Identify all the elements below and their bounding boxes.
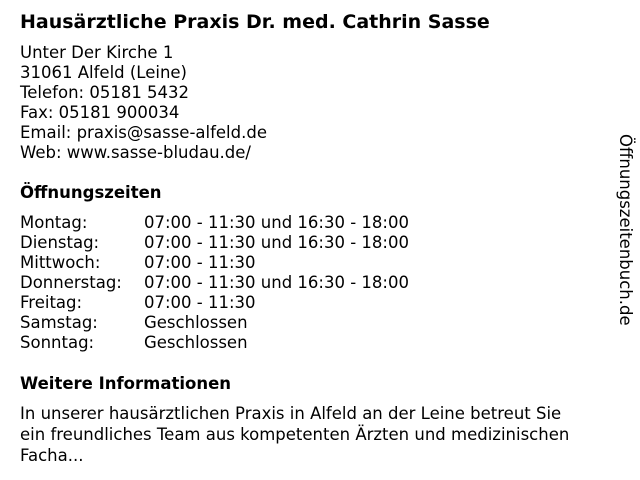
- web-line: Web: www.sasse-bludau.de/: [20, 143, 251, 162]
- address-street: Unter Der Kirche 1: [20, 43, 174, 62]
- address-city: 31061 Alfeld (Leine): [20, 63, 187, 82]
- page-title: Hausärztliche Praxis Dr. med. Cathrin Sasse: [20, 11, 490, 33]
- day-hours: Geschlossen: [144, 333, 248, 352]
- more-info-heading: Weitere Informationen: [20, 374, 232, 393]
- hours-row-friday: [20, 293, 490, 313]
- hours-row-monday: [20, 213, 490, 233]
- day-label: Freitag:: [20, 293, 83, 312]
- opening-hours-heading: Öffnungszeiten: [20, 183, 162, 202]
- fax-line: Fax: 05181 900034: [20, 103, 180, 122]
- day-label: Montag:: [20, 213, 88, 232]
- day-hours: 07:00 - 11:30 und 16:30 - 18:00: [144, 213, 409, 232]
- day-hours: Geschlossen: [144, 313, 248, 332]
- day-label: Mittwoch:: [20, 253, 101, 272]
- day-hours: 07:00 - 11:30 und 16:30 - 18:00: [144, 273, 409, 292]
- hours-row-tuesday: [20, 233, 490, 253]
- opening-hours-table: [20, 213, 490, 353]
- day-hours: 07:00 - 11:30: [144, 293, 256, 312]
- email-line: Email: praxis@sasse-alfeld.de: [20, 123, 267, 142]
- day-hours: 07:00 - 11:30: [144, 253, 256, 272]
- phone-line: Telefon: 05181 5432: [20, 83, 190, 102]
- hours-row-thursday: [20, 273, 490, 293]
- contact-block: [20, 43, 267, 163]
- hours-row-wednesday: [20, 253, 490, 273]
- day-label: Sonntag:: [20, 333, 95, 352]
- day-label: Samstag:: [20, 313, 98, 332]
- hours-row-sunday: [20, 333, 490, 353]
- day-label: Dienstag:: [20, 233, 100, 252]
- day-label: Donnerstag:: [20, 273, 122, 292]
- watermark-text: Öffnungszeitenbuch.de: [616, 134, 635, 326]
- day-hours: 07:00 - 11:30 und 16:30 - 18:00: [144, 233, 409, 252]
- more-info-text: In unserer hausärztlichen Praxis in Alfeld an der Leine betreut Sie ein freundliches Team aus kompetenten Ärzten und medizinischen Facha...: [20, 404, 570, 465]
- watermark: [614, 134, 636, 366]
- hours-row-saturday: [20, 313, 490, 333]
